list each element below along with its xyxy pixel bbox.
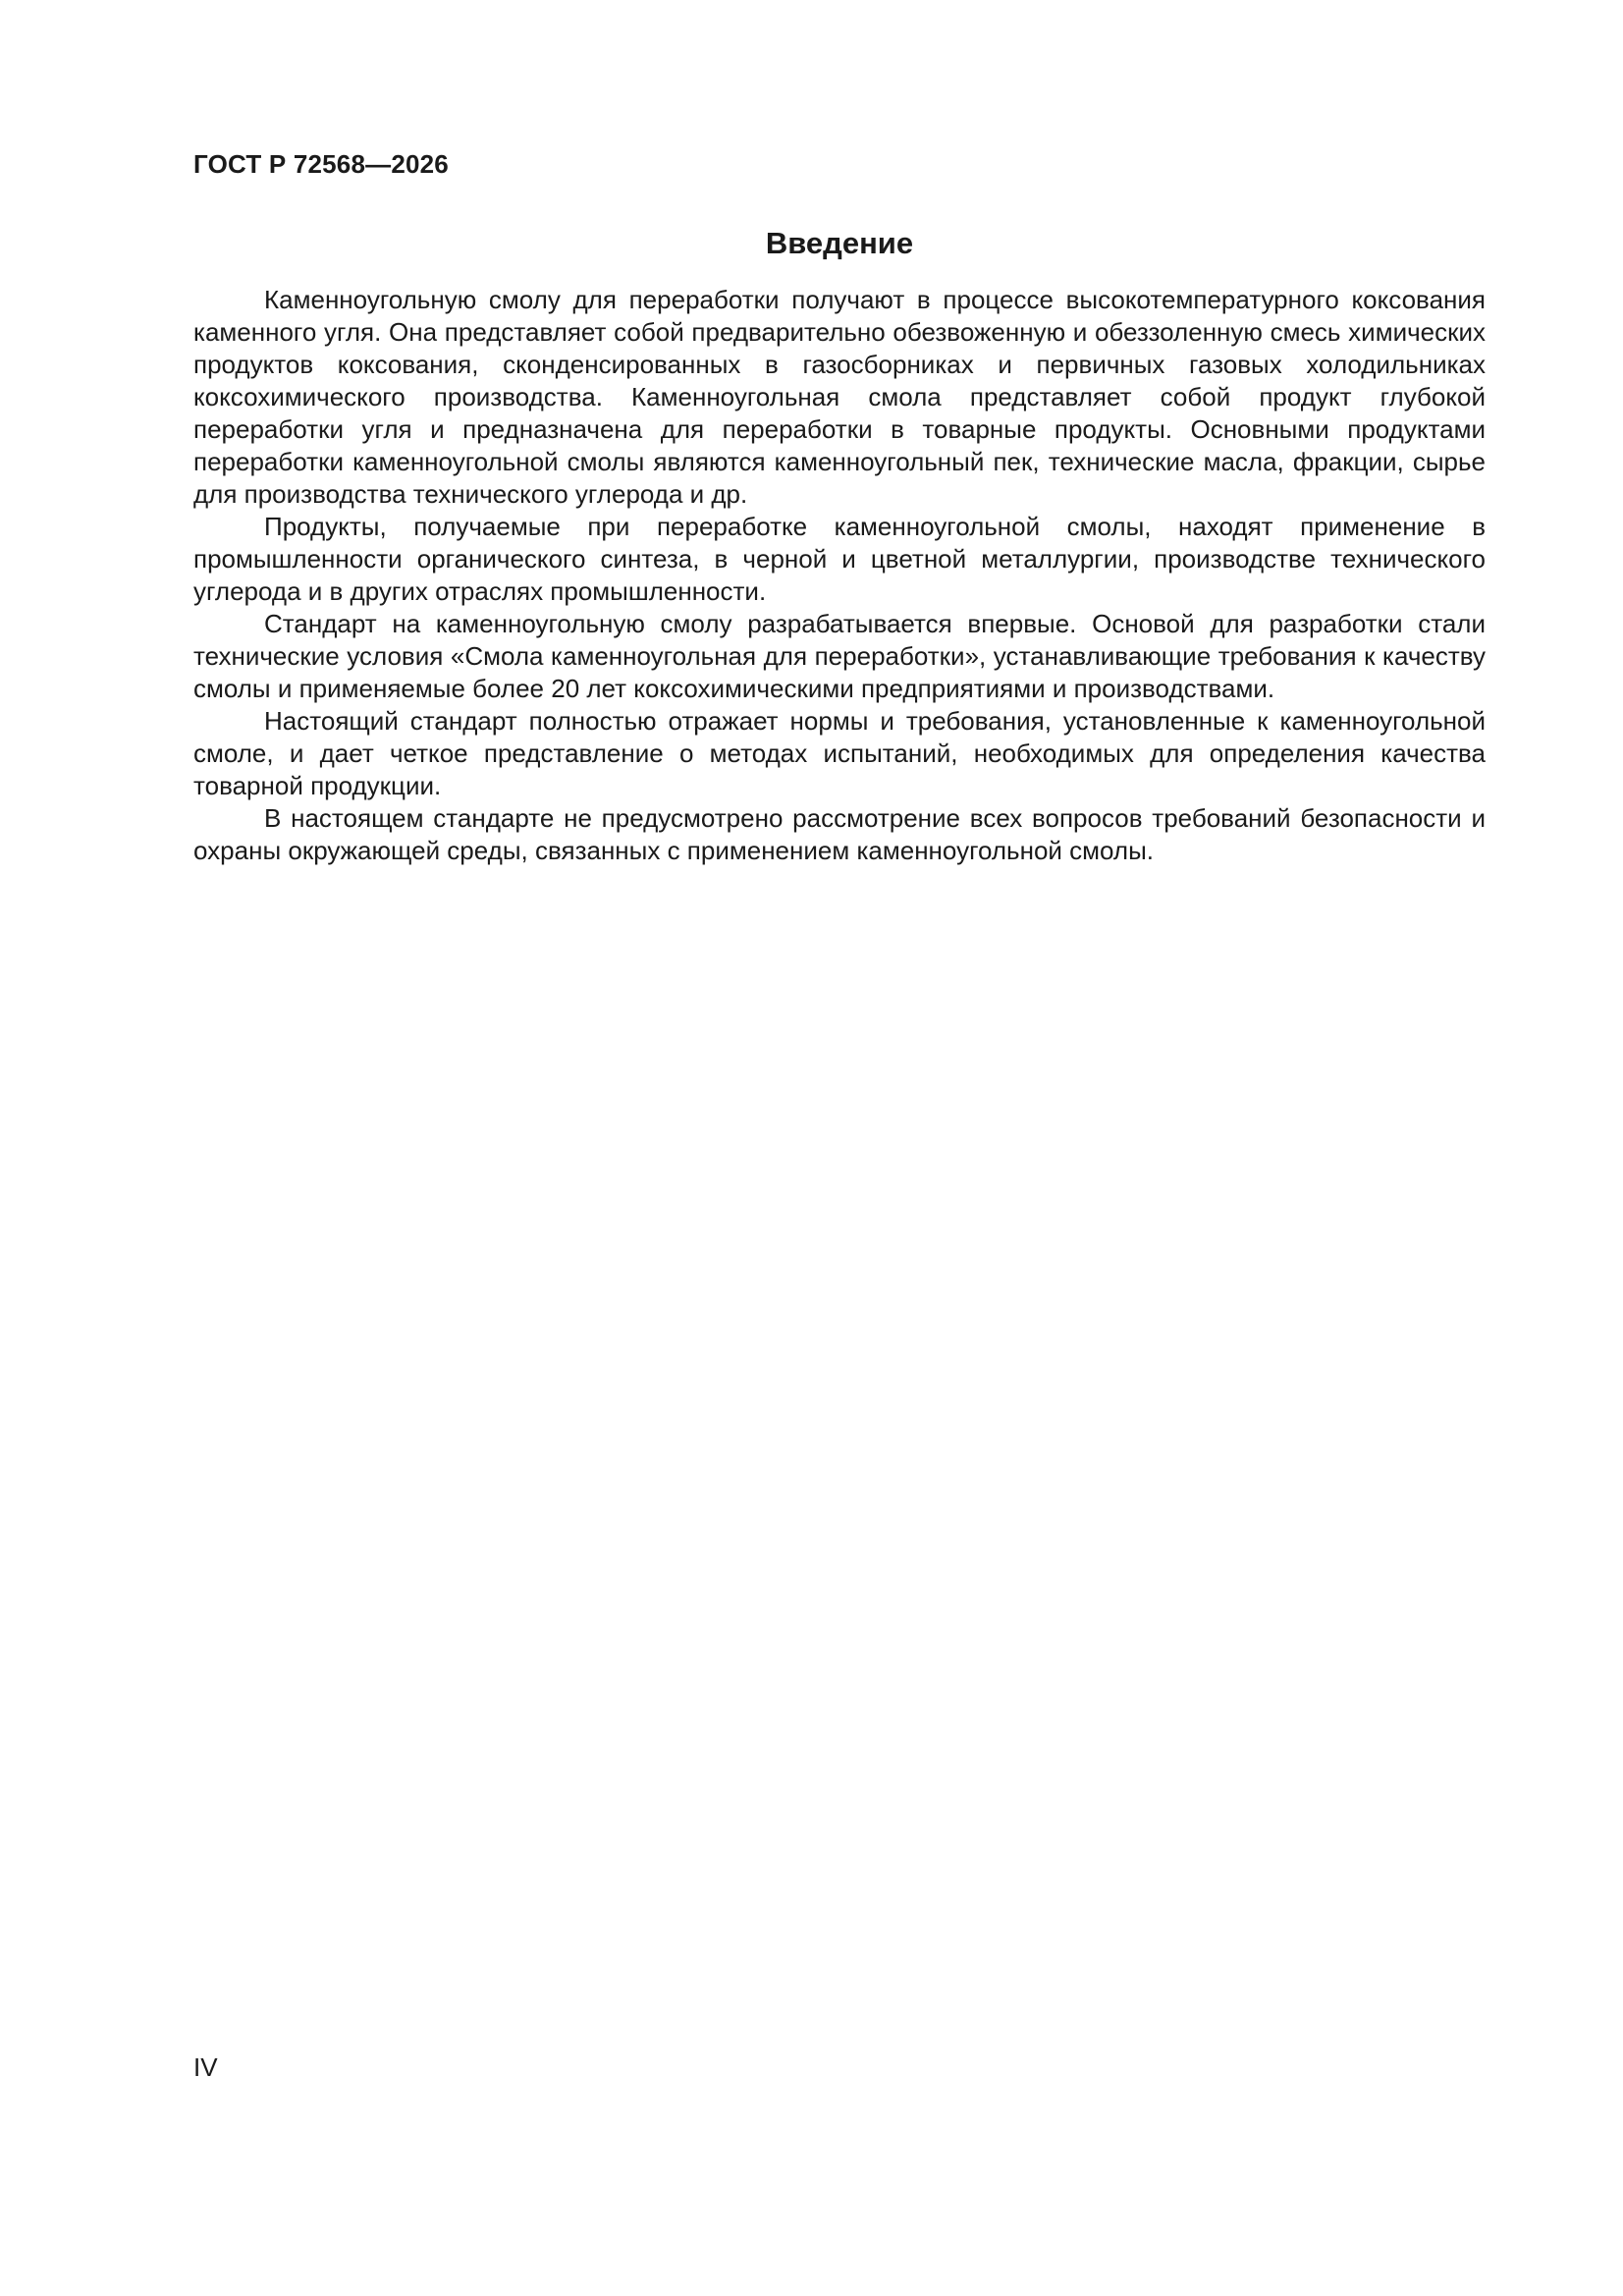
paragraph-4: Настоящий стандарт полностью отражает нормы и требования, установленные к каменноугольной смоле, и дает четкое представление о методах испытаний, необходимых для определения качества товарной продукции. [193,706,1486,800]
paragraph-2: Продукты, получаемые при переработке каменноугольной смолы, находят применение в промышленности органического синтеза, в черной и цветной металлургии, производстве технического углерода и в других отраслях промышленности. [193,512,1486,606]
paragraph-1: Каменноугольную смолу для переработки получают в процессе высокотемпературного коксования каменного угля. Она представляет собой предварительно обезвоженную и обеззоленную смесь химических продуктов коксования, сконденсированных в газосборниках и первичных газовых холодильниках коксохимического производства. Каменноугольная смола представляет собой продукт глубокой переработки угля и предназначена для переработки в товарные продукты. Основными продуктами переработки каменноугольной смолы являются каменноугольный пек, технические масла, фракции, сырье для производства технического углерода и др. [193,285,1486,509]
introduction-body [193,284,1486,867]
section-title: Введение [765,226,914,260]
document-id-header: ГОСТ Р 72568—2026 [193,149,449,179]
paragraph-5: В настоящем стандарте не предусмотрено рассмотрение всех вопросов требований безопасности и охраны окружающей среды, связанных с применением каменноугольной смолы. [193,803,1486,865]
paragraph-3: Стандарт на каменноугольную смолу разрабатывается впервые. Основой для разработки стали технические условия «Смола каменноугольная для переработки», устанавливающие требования к качеству смолы и применяемые более 20 лет коксохимическими предприятиями и производствами. [193,609,1486,703]
page-number: IV [193,2052,218,2082]
